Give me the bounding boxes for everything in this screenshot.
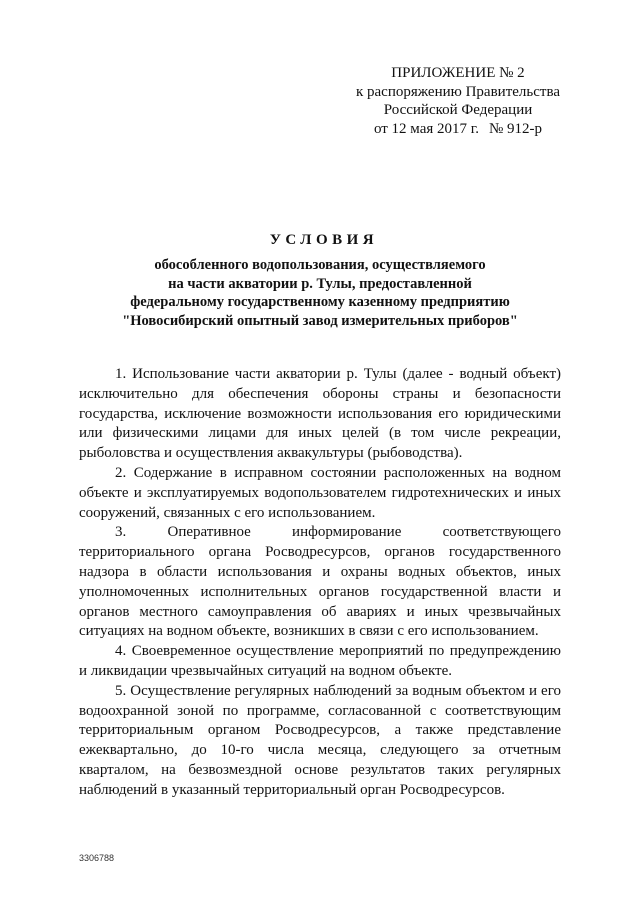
document-title: УСЛОВИЯ	[269, 232, 379, 248]
appendix-government: Российской Федерации	[383, 102, 533, 118]
paragraph-3: 3. Оперативное информирование соответствующего территориального органа Росводресурсов, органов государственного надзора в области использования и охраны водных объектов, иных уполномоченных исполнительных органов государственной власти и органов местного самоуправления об авариях и иных чрезвычайных ситуациях на водном объекте, возникших в связи с его использованием.	[79, 524, 561, 640]
subtitle-line: обособленного водопользования, осуществляемого	[154, 257, 486, 273]
appendix-date-line	[318, 120, 598, 139]
document-body	[79, 365, 561, 801]
paragraph-5: 5. Осуществление регулярных наблюдений за водным объектом и его водоохранной зоной по программе, согласованной с соответствующим территориальным органом Росводресурсов, а также представление ежеквартально, до 10-го числа месяца, следующего за отчетным кварталом, на безвозмездной основе результатов таких регулярных наблюдений в указанный территориальный орган Росводресурсов.	[79, 682, 561, 798]
subtitle-line: на части акватории р. Тулы, предоставленной	[168, 275, 472, 292]
paragraph-4: 4. Своевременное осуществление мероприятий по предупреждению и ликвидации чрезвычайных ситуаций на водном объекте.	[79, 643, 561, 679]
paragraph-2: 2. Содержание в исправном состоянии расположенных на водном объекте и эксплуатируемых водопользователем гидротехнических и иных сооружений, связанных с его использованием.	[79, 464, 561, 521]
document-subtitle	[80, 256, 560, 330]
appendix-reference: к распоряжению Правительства	[355, 83, 560, 100]
appendix-title: ПРИЛОЖЕНИЕ № 2	[391, 65, 525, 81]
appendix-number: № 912-р	[488, 120, 543, 137]
appendix-header	[318, 64, 598, 138]
subtitle-line: "Новосибирский опытный завод измерительных приборов"	[122, 312, 518, 329]
footer-code: 3306788	[79, 853, 115, 863]
paragraph-1: 1. Использование части акватории р. Тулы (далее - водный объект) исключительно для обеспечения обороны страны и безопасности государства, исключение возможности использования его юридическими или физическими лицами для иных целей (в том числе рекреации, рыболовства и осуществления аквакультуры (рыбоводства).	[79, 366, 561, 462]
appendix-date: от 12 мая 2017 г.	[373, 120, 479, 137]
subtitle-line: федеральному государственному казенному предприятию	[130, 294, 510, 310]
